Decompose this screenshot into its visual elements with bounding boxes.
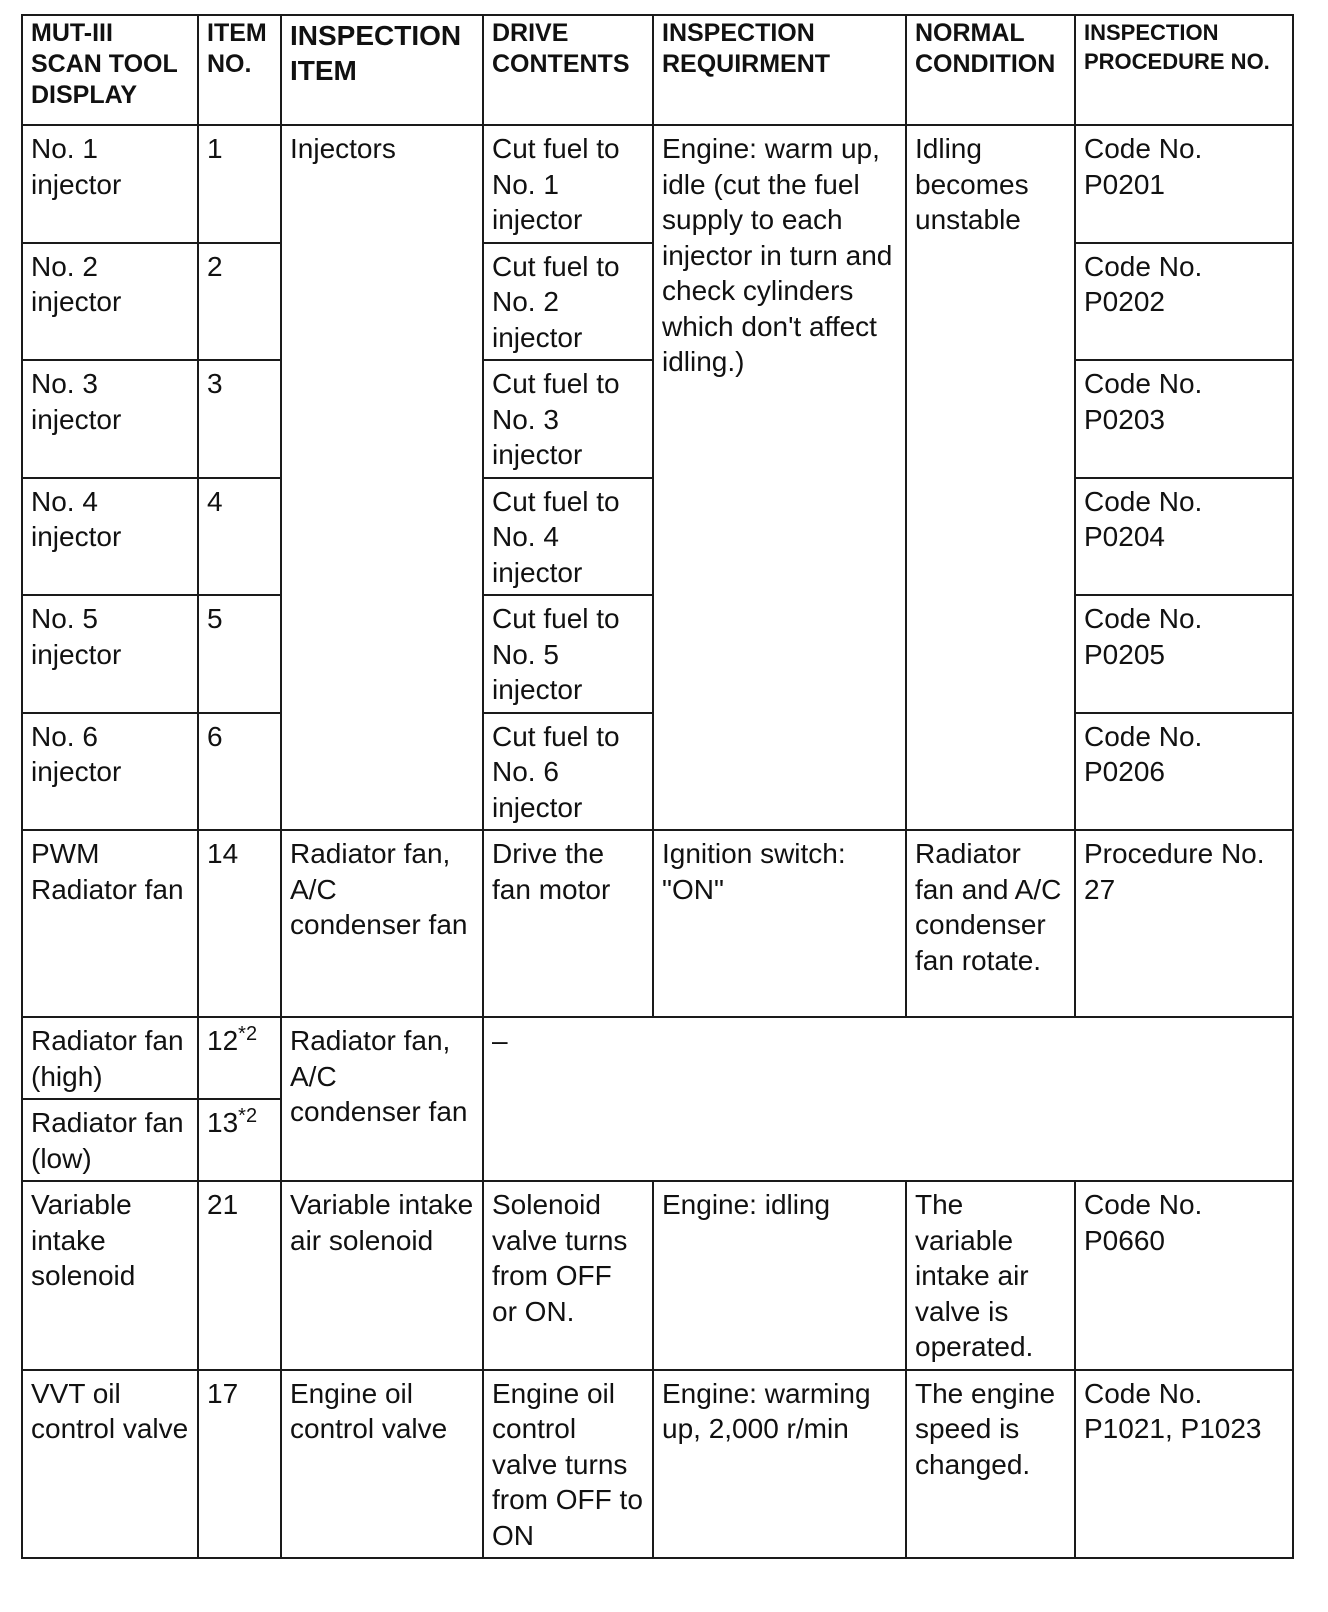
drive-contents-cell: Engine oil control valve turns from OFF to ON: [483, 1370, 653, 1559]
header-item-no: ITEM NO.: [198, 15, 281, 125]
actuator-test-table: [21, 14, 1294, 1559]
display-cell: Radiator fan (low): [22, 1099, 198, 1181]
display-cell: No. 5 injector: [22, 595, 198, 713]
drive-contents-cell: Cut fuel to No. 2 injector: [483, 243, 653, 361]
not-applicable-cell: –: [483, 1017, 1293, 1181]
drive-contents-cell: Solenoid valve turns from OFF or ON.: [483, 1181, 653, 1370]
drive-contents-cell: Drive the fan motor: [483, 830, 653, 1017]
procedure-no-cell: Code No. P1021, P1023: [1075, 1370, 1293, 1559]
inspection-item-cell: Injectors: [281, 125, 483, 830]
inspection-item-cell: Radiator fan, A/C condenser fan: [281, 1017, 483, 1181]
procedure-no-cell: Code No. P0206: [1075, 713, 1293, 831]
inspection-requirement-cell: Engine: warming up, 2,000 r/min: [653, 1370, 906, 1559]
header-normal-condition: NORMAL CONDITION: [906, 15, 1075, 125]
item-no-cell: [198, 1017, 281, 1099]
inspection-item-cell: Variable intake air solenoid: [281, 1181, 483, 1370]
display-cell: VVT oil control valve: [22, 1370, 198, 1559]
display-cell: No. 2 injector: [22, 243, 198, 361]
item-no-cell: 6: [198, 713, 281, 831]
table-row: [22, 125, 1293, 243]
header-inspection-item: INSPECTION ITEM: [281, 15, 483, 125]
footnote-marker: *2: [238, 1023, 258, 1045]
procedure-no-cell: Code No. P0201: [1075, 125, 1293, 243]
header-drive-contents: DRIVE CONTENTS: [483, 15, 653, 125]
drive-contents-cell: Cut fuel to No. 4 injector: [483, 478, 653, 596]
inspection-requirement-cell: Engine: warm up, idle (cut the fuel supply to each injector in turn and check cylinders which don't affect idling.): [653, 125, 906, 830]
table-row: [22, 1181, 1293, 1370]
normal-condition-cell: The variable intake air valve is operated.: [906, 1181, 1075, 1370]
item-no-cell: 3: [198, 360, 281, 478]
table-row: [22, 1017, 1293, 1099]
procedure-no-cell: Code No. P0202: [1075, 243, 1293, 361]
normal-condition-cell: Idling becomes unstable: [906, 125, 1075, 830]
procedure-no-cell: Code No. P0203: [1075, 360, 1293, 478]
procedure-no-cell: Code No. P0205: [1075, 595, 1293, 713]
display-cell: No. 1 injector: [22, 125, 198, 243]
footnote-marker: *2: [238, 1105, 258, 1127]
display-cell: Radiator fan (high): [22, 1017, 198, 1099]
header-row: [22, 15, 1293, 125]
inspection-requirement-cell: Ignition switch: "ON": [653, 830, 906, 1017]
item-no-cell: 21: [198, 1181, 281, 1370]
inspection-requirement-cell: Engine: idling: [653, 1181, 906, 1370]
item-no-cell: 5: [198, 595, 281, 713]
item-no-cell: 2: [198, 243, 281, 361]
normal-condition-cell: Radiator fan and A/C condenser fan rotate.: [906, 830, 1075, 1017]
inspection-item-cell: Engine oil control valve: [281, 1370, 483, 1559]
normal-condition-cell: The engine speed is changed.: [906, 1370, 1075, 1559]
item-no-cell: 14: [198, 830, 281, 1017]
header-inspection-requirement: INSPECTION REQUIRMENT: [653, 15, 906, 125]
display-cell: Variable intake solenoid: [22, 1181, 198, 1370]
display-cell: No. 4 injector: [22, 478, 198, 596]
item-no-cell: 4: [198, 478, 281, 596]
item-no-cell: 1: [198, 125, 281, 243]
item-no-cell: [198, 1099, 281, 1181]
header-display: MUT-III SCAN TOOL DISPLAY: [22, 15, 198, 125]
table-row: [22, 1370, 1293, 1559]
item-no-value: 12: [207, 1025, 239, 1056]
drive-contents-cell: Cut fuel to No. 3 injector: [483, 360, 653, 478]
display-cell: No. 6 injector: [22, 713, 198, 831]
display-cell: PWM Radiator fan: [22, 830, 198, 1017]
procedure-no-cell: Procedure No. 27: [1075, 830, 1293, 1017]
item-no-value: 13: [207, 1107, 239, 1138]
drive-contents-cell: Cut fuel to No. 1 injector: [483, 125, 653, 243]
header-procedure-no: INSPECTION PROCEDURE NO.: [1075, 15, 1293, 125]
inspection-item-cell: Radiator fan, A/C condenser fan: [281, 830, 483, 1017]
procedure-no-cell: Code No. P0660: [1075, 1181, 1293, 1370]
table-row: [22, 830, 1293, 1017]
drive-contents-cell: Cut fuel to No. 6 injector: [483, 713, 653, 831]
drive-contents-cell: Cut fuel to No. 5 injector: [483, 595, 653, 713]
item-no-cell: 17: [198, 1370, 281, 1559]
display-cell: No. 3 injector: [22, 360, 198, 478]
procedure-no-cell: Code No. P0204: [1075, 478, 1293, 596]
